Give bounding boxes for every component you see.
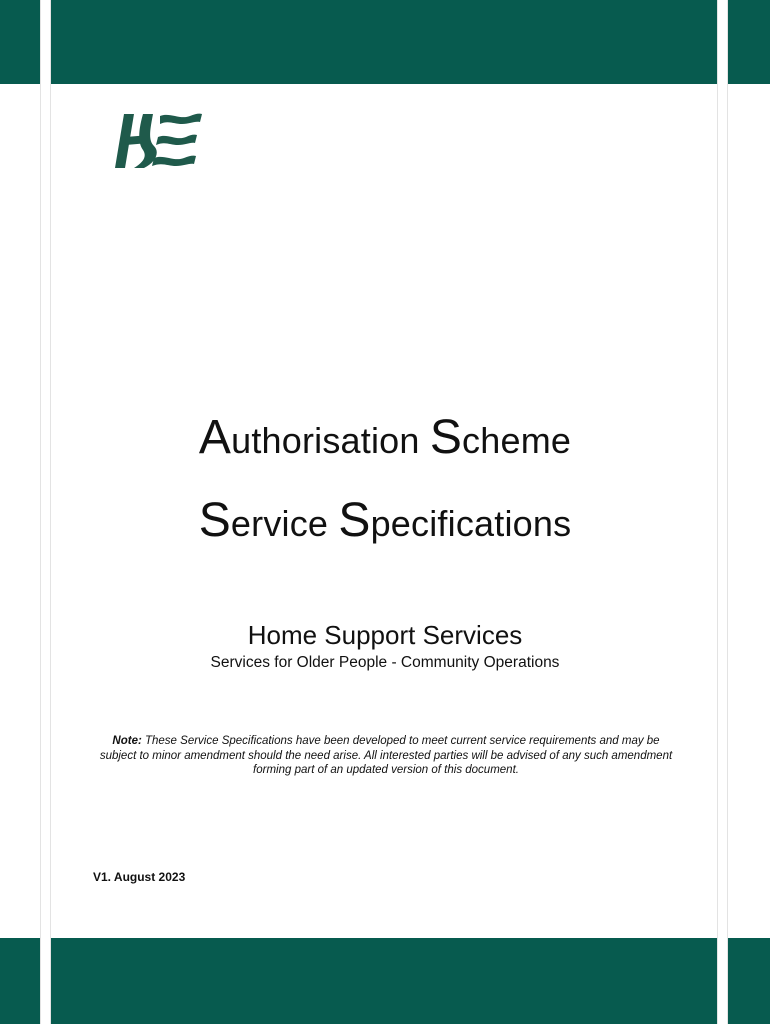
document-version: V1. August 2023 [93,870,186,884]
document-subtitle: Home Support Services [247,620,523,650]
document-title-line-1: Authorisation Scheme [198,411,572,464]
bottom-banner [0,938,770,1024]
document-note [94,734,678,778]
hse-logo-icon [110,110,205,172]
document-title-line-2: Service Specifications [198,494,572,547]
top-banner [0,0,770,84]
note-label: Note: [112,735,142,747]
note-text: These Service Specifications have been developed to meet current service requirements and may be subject to minor amendment should the need arise. All interested parties will be advised of any such amendment forming part of an updated version of this document. [99,735,673,776]
document-department: Services for Older People - Community Operations [210,654,560,671]
